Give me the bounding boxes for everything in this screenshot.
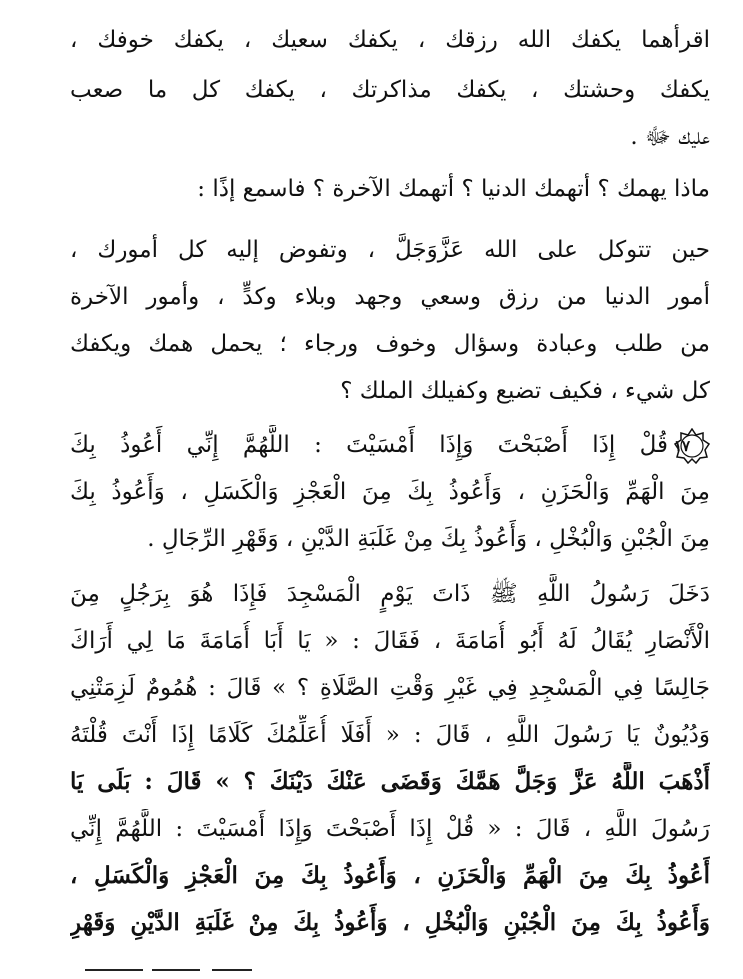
paragraph-1-line-1: اقرأهما يكفك الله رزقك ، يكفك سعيك ، يكفك خوفك ،	[70, 27, 710, 53]
footer-rule-middle	[152, 969, 200, 971]
footer-rule-right	[212, 969, 252, 971]
paragraph-3-line-3: من طلب وعبادة وسؤال وخوف ورجاء ؛ يحمل همك ويكفك	[70, 331, 710, 357]
paragraph-3-line-1: حين تتوكل على الله عَزَّوَجَلَّ ، وتفوض إليه كل أمورك ،	[70, 237, 710, 263]
hadith-number-ornament	[674, 428, 710, 464]
narration-line-3: جَالِسًا فِي الْمَسْجِدِ فِي غَيْرِ وَقْتِ الصَّلَاةِ ؟ » قَالَ : هُمُومٌ لَزِمَتْنِي	[70, 675, 710, 701]
dua-line-1-text: قُلْ إِذَا أَصْبَحْتَ وَإِذَا أَمْسَيْتَ : اللَّهُمَّ إِنِّي أَعُوذُ بِكَ	[70, 432, 668, 458]
dua-line-3: مِنَ الْجُبْنِ وَالْبُخْلِ ، وَأَعُوذُ بِكَ مِنْ غَلَبَةِ الدَّيْنِ ، وَقَهْرِ الرِّجَالِ .	[147, 526, 710, 552]
paragraph-3-line-2: أمور الدنيا من رزق وسعي وجهد وبلاء وكدٍّ ، وأمور الآخرة	[70, 284, 710, 310]
paragraph-1-line-3: عليك ﷻ .	[630, 124, 710, 150]
narration-line-6: رَسُولَ اللَّهِ ، قَالَ : « قُلْ إِذَا أَصْبَحْتَ وَإِذَا أَمْسَيْتَ : اللَّهُمَّ إِنِّي	[70, 816, 710, 842]
document-page	[70, 0, 710, 979]
paragraph-3-line-4: كل شيء ، فكيف تضيع وكفيلك الملك ؟	[340, 378, 710, 404]
narration-line-1: دَخَلَ رَسُولُ اللَّهِ ﷺ ذَاتَ يَوْمٍ الْمَسْجِدَ فَإِذَا هُوَ بِرَجُلٍ مِنَ	[70, 581, 710, 607]
paragraph-2-line-1: ماذا يهمك ؟ أتهمك الدنيا ؟ أتهمك الآخرة ؟ فاسمع إذًا :	[197, 176, 710, 202]
hadith-number: ١٧	[674, 437, 691, 455]
narration-line-4: وَدُيُونٌ يَا رَسُولَ اللَّهِ ، قَالَ : « أَفَلَا أُعَلِّمُكَ كَلَامًا إِذَا أَنْتَ قُلْتَهُ	[70, 722, 710, 748]
narration-line-5: أَذْهَبَ اللَّهُ عَزَّ وَجَلَّ هَمَّكَ وَقَضَى عَنْكَ دَيْنَكَ ؟ » قَالَ : بَلَى يَا	[70, 768, 710, 795]
narration-line-7: أَعُوذُ بِكَ مِنَ الْهَمِّ وَالْحَزَنِ ، وَأَعُوذُ بِكَ مِنَ الْعَجْزِ وَالْكَسَلِ ،	[70, 862, 710, 889]
narration-line-2: الْأَنْصَارِ يُقَالُ لَهُ أَبُو أُمَامَةَ ، فَقَالَ : « يَا أَبَا أُمَامَةَ مَا لِي أَرَاكَ	[70, 628, 710, 654]
footer-rule-left	[85, 969, 143, 971]
paragraph-1-line-2: يكفك وحشتك ، يكفك مذاكرتك ، يكفك كل ما صعب	[70, 77, 710, 103]
dua-line-1	[70, 425, 710, 465]
narration-line-8: وَأَعُوذُ بِكَ مِنَ الْجُبْنِ وَالْبُخْلِ ، وَأَعُوذُ بِكَ مِنْ غَلَبَةِ الدَّيْنِ وَقَهْرِ	[70, 909, 710, 936]
dua-line-2: مِنَ الْهَمِّ وَالْحَزَنِ ، وَأَعُوذُ بِكَ مِنَ الْعَجْزِ وَالْكَسَلِ ، وَأَعُوذُ بِكَ	[70, 479, 710, 505]
